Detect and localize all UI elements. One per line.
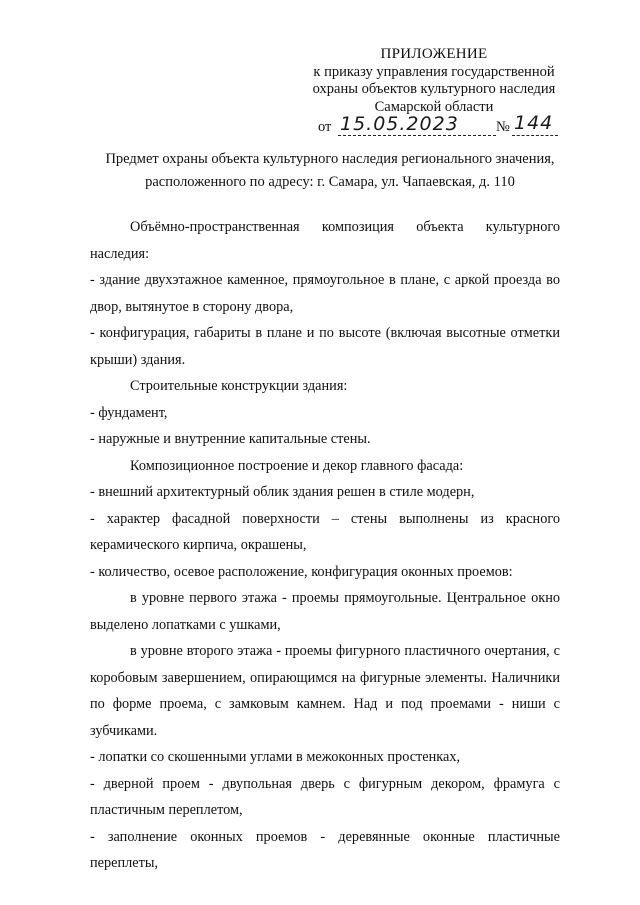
list-item: - здание двухэтажное каменное, прямоугольное в плане, с аркой проезда во двор, вытянутое в сторону двора, (90, 272, 560, 315)
list-item: - лопатки со скошенными углами в межоконных простенках, (90, 749, 461, 765)
list-item: - конфигурация, габариты в плане и по высоте (включая высотные отметки крыши) здания. (90, 325, 560, 368)
number-underline (512, 135, 558, 136)
order-date-line (318, 112, 568, 138)
paragraph-structures: Строительные конструкции здания: (130, 378, 348, 394)
number-prefix: № (496, 119, 510, 135)
paragraph-facade: Композиционное построение и декор главного фасада: (130, 457, 464, 474)
handwritten-date: 15.05.2023 (340, 113, 459, 135)
list-item: - заполнение оконных проемов - деревянные оконные пластичные переплеты, (90, 828, 560, 871)
appendix-title: ПРИЛОЖЕНИЕ (380, 46, 488, 62)
date-prefix: от (318, 119, 332, 135)
list-item: - фундамент, (90, 404, 168, 421)
paragraph-first-floor: в уровне первого этажа - проемы прямоугольные. Центральное окно выделено лопатками с ушками, (90, 590, 560, 633)
document-subject (80, 148, 580, 194)
date-underline (338, 135, 496, 136)
paragraph-second-floor: в уровне второго этажа - проемы фигурного пластичного очертания, с коробовым завершением, опирающимся на фигурные элементы. Наличники по форме проема, с замковым камнем. Над и под проемами - ниши с зубчиками. (90, 643, 560, 739)
appendix-header (300, 46, 568, 116)
list-item: - характер фасадной поверхности – стены выполнены из красного керамического кирпича, окрашены, (90, 510, 560, 553)
list-item: - дверной проем - двупольная дверь с фигурным декором, фрамуга с пластичным переплетом, (90, 775, 560, 818)
handwritten-number: 144 (514, 112, 554, 134)
list-item: - внешний архитектурный облик здания решен в стиле модерн, (90, 484, 475, 500)
subject-line-1: Предмет охраны объекта культурного наследия регионального значения, (105, 151, 555, 167)
paragraph-spatial-composition: Объёмно-пространственная композиция объекта культурного наследия: (90, 219, 560, 262)
subject-line-2: расположенного по адресу: г. Самара, ул. Чапаевская, д. 110 (145, 174, 515, 190)
document-body (90, 214, 560, 877)
list-item: - наружные и внутренние капитальные стены. (90, 431, 371, 447)
list-item: - количество, осевое расположение, конфигурация оконных проемов: (90, 563, 513, 580)
appendix-line-1: к приказу управления государственной (313, 63, 555, 80)
appendix-line-2: охраны объектов культурного наследия (312, 81, 556, 97)
appendix-line-3: Самарской области (374, 98, 494, 115)
